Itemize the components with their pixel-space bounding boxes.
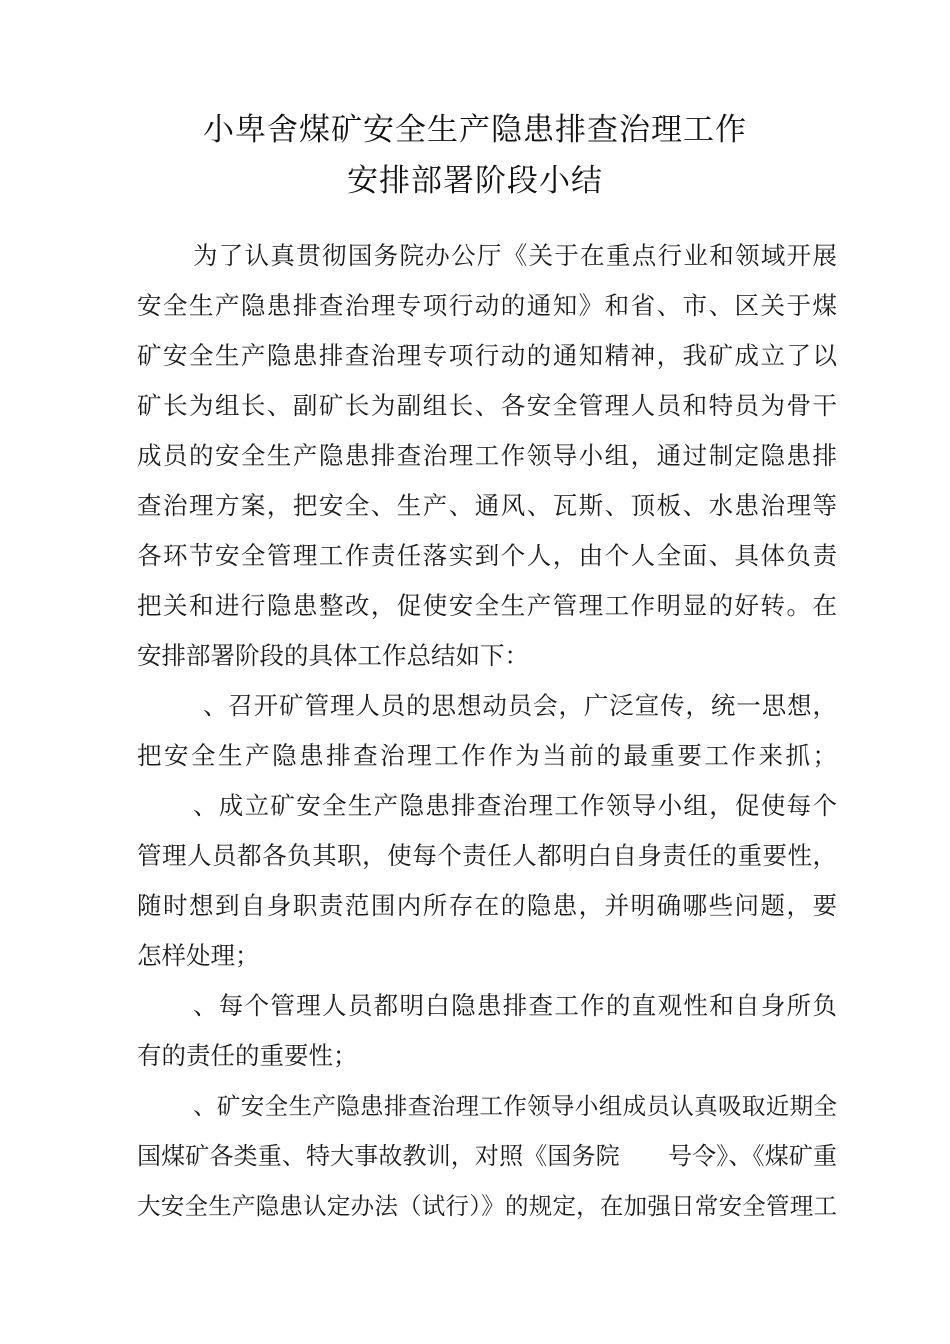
list-item-line: 把安全生产隐患排查治理工作作为当前的最重要工作来抓； [137, 741, 837, 770]
paragraph-line: 成员的安全生产隐患排查治理工作领导小组，通过制定隐患排 [137, 441, 837, 470]
paragraph-line: 把关和进行隐患整改，促使安全生产管理工作明显的好转。在 [137, 591, 837, 620]
paragraph-line: 矿长为组长、副矿长为副组长、各安全管理人员和特员为骨干 [137, 391, 837, 420]
list-item-line: 、召开矿管理人员的思想动员会，广泛宣传，统一思想， [203, 691, 837, 720]
paragraph-line: 查治理方案，把安全、生产、通风、瓦斯、顶板、水患治理等 [137, 491, 837, 520]
paragraph-line: 各环节安全管理工作责任落实到个人，由个人全面、具体负责 [137, 541, 837, 570]
paragraph-line: 为了认真贯彻国务院办公厅《关于在重点行业和领域开展 [193, 241, 837, 270]
paragraph-line: 安排部署阶段的具体工作总结如下： [137, 641, 529, 670]
paragraph-line: 安全生产隐患排查治理专项行动的通知》和省、市、区关于煤 [137, 291, 837, 320]
list-item-line: 、每个管理人员都明白隐患排查工作的直观性和自身所负 [193, 991, 837, 1020]
list-item-line: 随时想到自身职责范围内所存在的隐患，并明确哪些问题，要 [137, 891, 837, 920]
list-item-line: 怎样处理； [137, 941, 260, 970]
paragraph-line: 矿安全生产隐患排查治理专项行动的通知精神，我矿成立了以 [137, 341, 837, 370]
document-title-line-2: 安排部署阶段小结 [347, 163, 603, 199]
list-item-line: 、成立矿安全生产隐患排查治理工作领导小组，促使每个 [193, 791, 837, 820]
list-item-line: 国煤矿各类重、特大事故教训，对照《国务院 号令》、《煤矿重 [137, 1142, 837, 1170]
list-item-line: 大安全生产隐患认定办法（试行）》的规定，在加强日常安全管理工 [137, 1192, 837, 1220]
document-title-line-1: 小卑舍煤矿安全生产隐患排查治理工作 [203, 112, 747, 148]
list-item-line: 管理人员都各负其职，使每个责任人都明白自身责任的重要性， [137, 841, 837, 870]
list-item-line: 、矿安全生产隐患排查治理工作领导小组成员认真吸取近期全 [193, 1092, 837, 1120]
list-item-line: 有的责任的重要性； [137, 1041, 358, 1070]
